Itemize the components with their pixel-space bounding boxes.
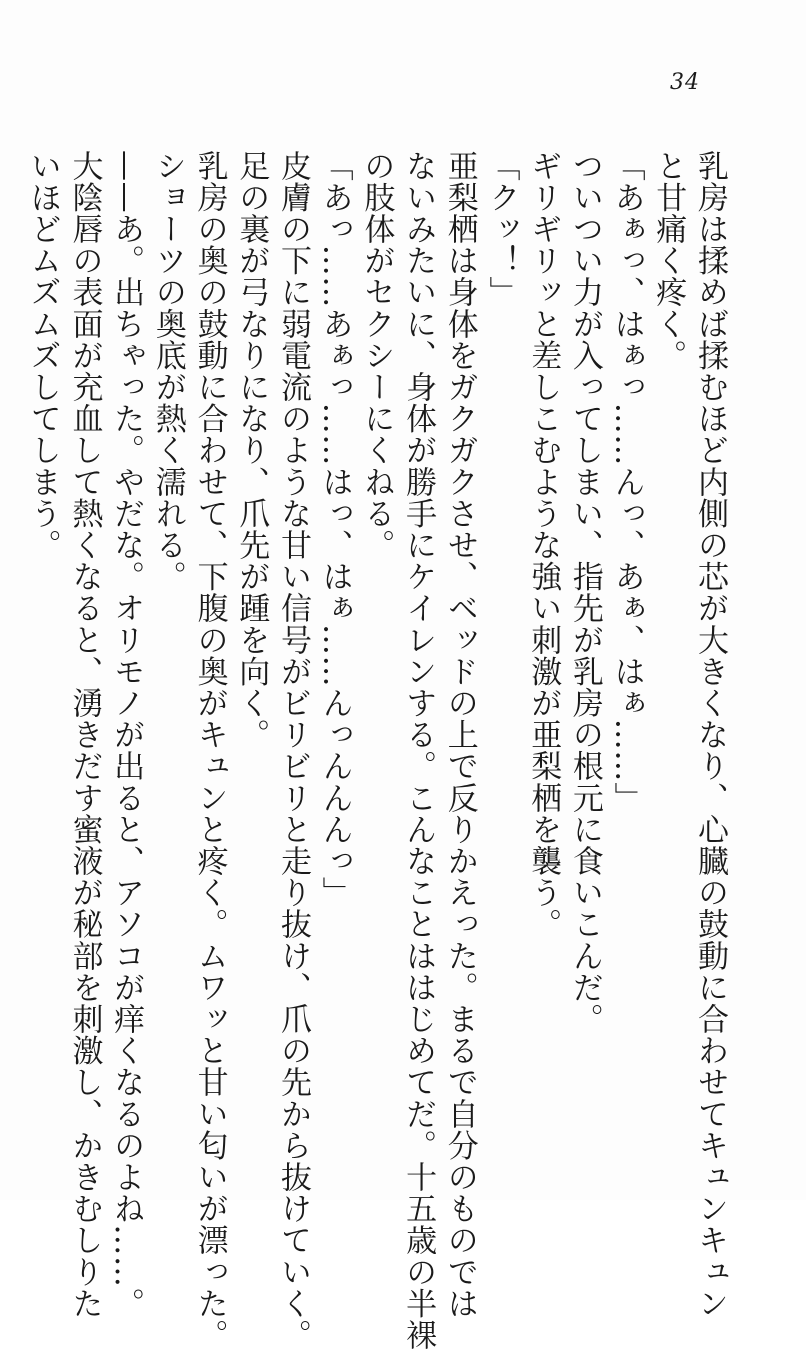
text-line: 「あっ……あぁっ……はっ、はぁ……んっんんんっ」: [316, 150, 353, 909]
text-line: 乳房は揉めば揉むほど内側の芯が大きくなり、心臓の鼓動に合わせてキュンキュン: [692, 150, 728, 1320]
text-line: いほどムズムズしてしまう。: [24, 150, 61, 561]
text-line: 乳房の奥の鼓動に合わせて、下腹の奥がキュンと疼く。ムワッと甘い匂いが漂った。: [191, 150, 228, 1351]
text-line: ショーツの奥底が熱く濡れる。: [149, 150, 186, 593]
text-line: ギリギリッと差しこむような強い刺激が亜梨栖を襲う。: [525, 150, 562, 940]
text-line: 亜梨栖は身体をガクガクさせ、ベッドの上で反りかえった。まるで自分のものでは: [441, 150, 478, 1320]
text-line: ついつい力が入ってしまい、指先が乳房の根元に食いこんだ。: [566, 150, 603, 1035]
text-line: 「クッ！」: [483, 150, 520, 308]
vertical-text-body: [21, 150, 730, 1351]
text-line: 「あぁっ、はぁっ……んっ、あぁ、はぁ……」: [608, 150, 645, 814]
text-line: と甘痛く疼く。: [650, 150, 687, 372]
text-line: ——あ。出ちゃった。やだな。オリモノが出ると、アソコが痒くなるのよね……。: [108, 150, 145, 1320]
text-line: 足の裏が弓なりになり、爪先が踵を向く。: [233, 150, 270, 751]
text-line: ないみたいに、身体が勝手にケイレンする。こんなことははじめてだ。十五歳の半裸: [400, 150, 437, 1351]
text-line: の肢体がセクシーにくねる。: [358, 150, 395, 561]
text-line: 皮膚の下に弱電流のような甘い信号がビリビリと走り抜け、爪の先から抜けていく。: [274, 150, 311, 1351]
text-line: 大陰唇の表面が充血して熱くなると、湧きだす蜜液が秘部を刺激し、かきむしりた: [66, 150, 103, 1320]
page-number: 34: [670, 70, 700, 95]
